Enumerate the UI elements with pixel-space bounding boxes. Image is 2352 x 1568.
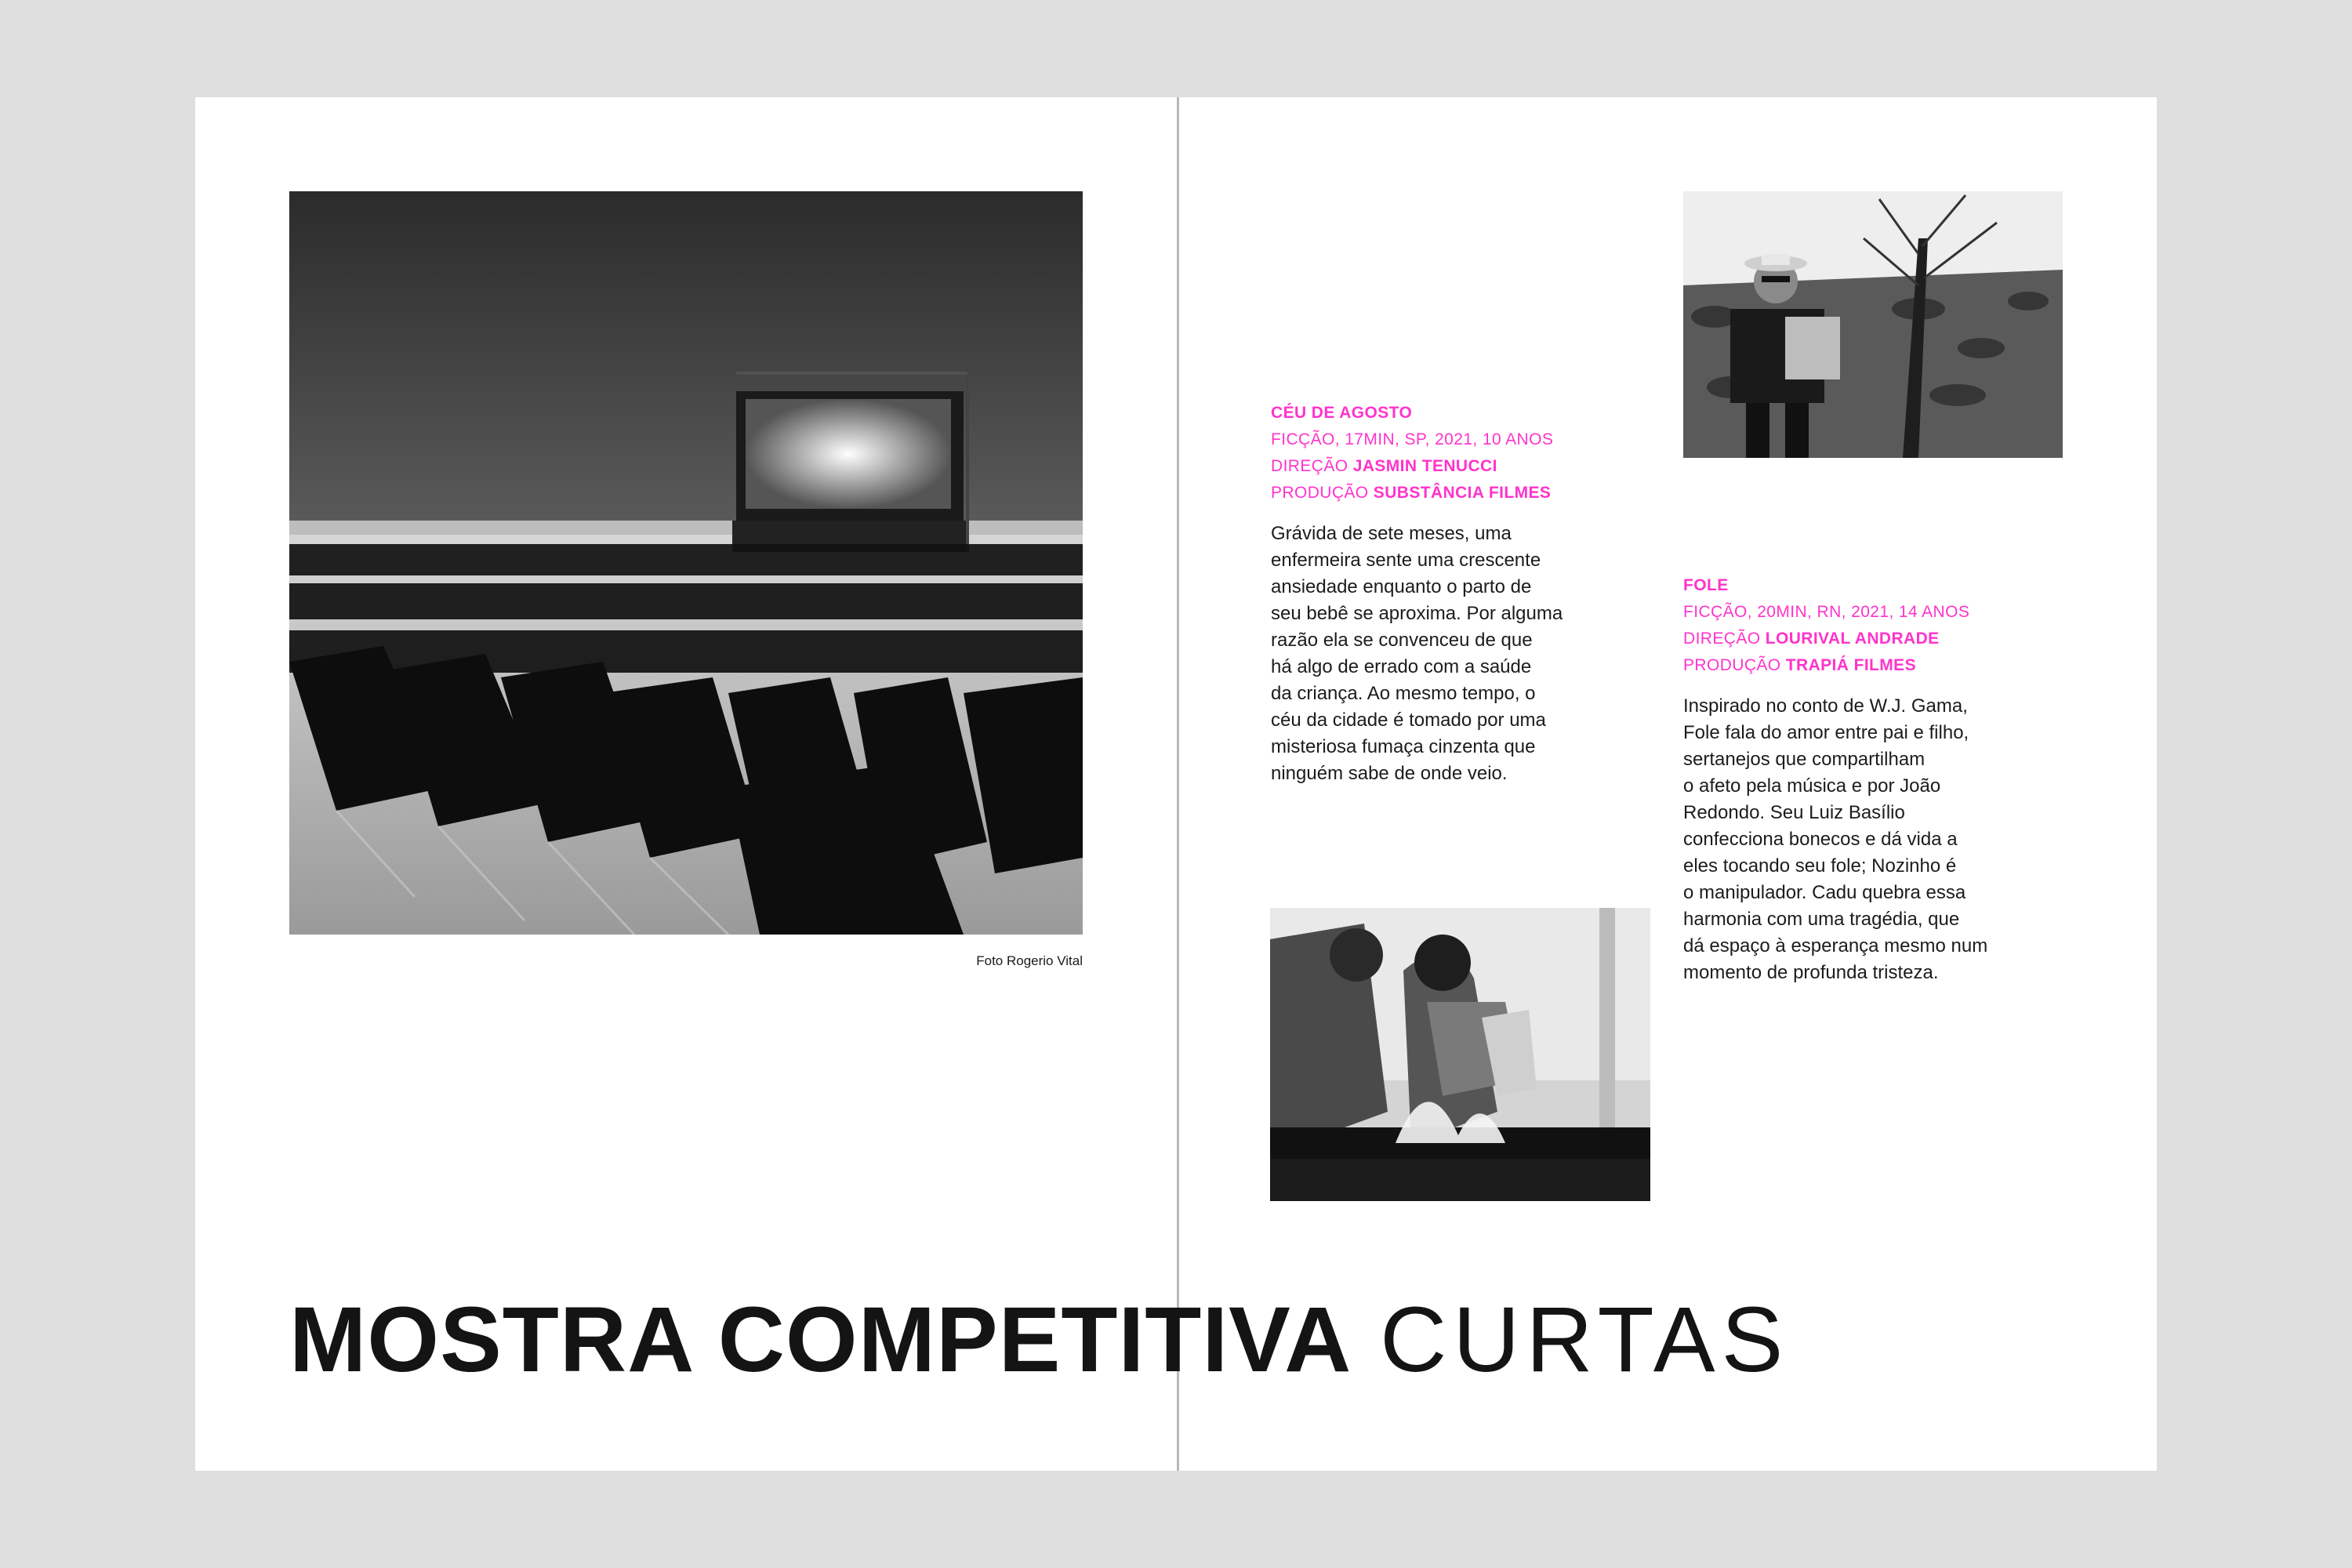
- film-synopsis: [1271, 521, 1608, 787]
- film-credits: [1683, 572, 2052, 679]
- director-label: DIREÇÃO: [1683, 630, 1761, 648]
- synopsis-line: o manipulador. Cadu quebra essa: [1683, 882, 1966, 903]
- film-entry-fole: [1683, 572, 2052, 986]
- synopsis-line: há algo de errado com a saúde: [1271, 656, 1532, 677]
- film-info: FICÇÃO, 20MIN, RN, 2021, 14 ANOS: [1683, 603, 1970, 621]
- synopsis-line: Grávida de sete meses, uma: [1271, 523, 1512, 544]
- synopsis-line: ninguém sabe de onde veio.: [1271, 763, 1508, 784]
- film-synopsis: [1683, 693, 2052, 986]
- synopsis-line: dá espaço à esperança mesmo num: [1683, 935, 1988, 956]
- synopsis-line: harmonia com uma tragédia, que: [1683, 909, 1960, 930]
- synopsis-line: seu bebê se aproxima. Por alguma: [1271, 603, 1563, 624]
- synopsis-line: Fole fala do amor entre pai e filho,: [1683, 722, 1969, 743]
- director-name: JASMIN TENUCCI: [1352, 457, 1497, 475]
- director-label: DIREÇÃO: [1271, 457, 1348, 475]
- synopsis-line: sertanejos que compartilham: [1683, 749, 1926, 770]
- production-label: PRODUÇÃO: [1683, 656, 1781, 674]
- synopsis-line: o afeto pela música e por João: [1683, 775, 1941, 797]
- page-gutter: [1177, 97, 1179, 1471]
- synopsis-line: razão ela se convenceu de que: [1271, 630, 1533, 651]
- section-headline: [289, 1289, 1789, 1391]
- synopsis-line: ansiedade enquanto o parto de: [1271, 576, 1532, 597]
- film-credits: [1271, 400, 1608, 506]
- accordion-player-photo: [1683, 191, 2063, 458]
- synopsis-line: céu da cidade é tomado por uma: [1271, 710, 1546, 731]
- film-entry-ceu-de-agosto: [1271, 400, 1608, 787]
- film-director: [1271, 453, 1608, 480]
- headline-light: CURTAS: [1380, 1288, 1790, 1392]
- headline-bold: MOSTRA COMPETITIVA: [289, 1288, 1352, 1392]
- women-fire-photo: [1270, 908, 1650, 1201]
- director-name: LOURIVAL ANDRADE: [1765, 630, 1940, 648]
- synopsis-line: eles tocando seu fole; Nozinho é: [1683, 855, 1957, 877]
- production-name: SUBSTÂNCIA FILMES: [1373, 484, 1552, 502]
- synopsis-line: Redondo. Seu Luiz Basílio: [1683, 802, 1905, 823]
- beach-cinema-photo: [289, 191, 1083, 935]
- film-production: [1271, 480, 1608, 506]
- film-title: CÉU DE AGOSTO: [1271, 404, 1413, 422]
- photo-credit: Foto Rogerio Vital: [976, 953, 1083, 968]
- film-title: FOLE: [1683, 576, 1729, 594]
- synopsis-line: Inspirado no conto de W.J. Gama,: [1683, 695, 1968, 717]
- film-director: [1683, 626, 2052, 652]
- synopsis-line: misteriosa fumaça cinzenta que: [1271, 736, 1536, 757]
- film-info: FICÇÃO, 17MIN, SP, 2021, 10 ANOS: [1271, 430, 1554, 448]
- magazine-spread: [195, 97, 2157, 1471]
- synopsis-line: enfermeira sente uma crescente: [1271, 550, 1541, 571]
- synopsis-line: confecciona bonecos e dá vida a: [1683, 829, 1958, 850]
- synopsis-line: momento de profunda tristeza.: [1683, 962, 1939, 983]
- production-name: TRAPIÁ FILMES: [1785, 656, 1916, 674]
- synopsis-line: da criança. Ao mesmo tempo, o: [1271, 683, 1536, 704]
- film-production: [1683, 652, 2052, 679]
- production-label: PRODUÇÃO: [1271, 484, 1369, 502]
